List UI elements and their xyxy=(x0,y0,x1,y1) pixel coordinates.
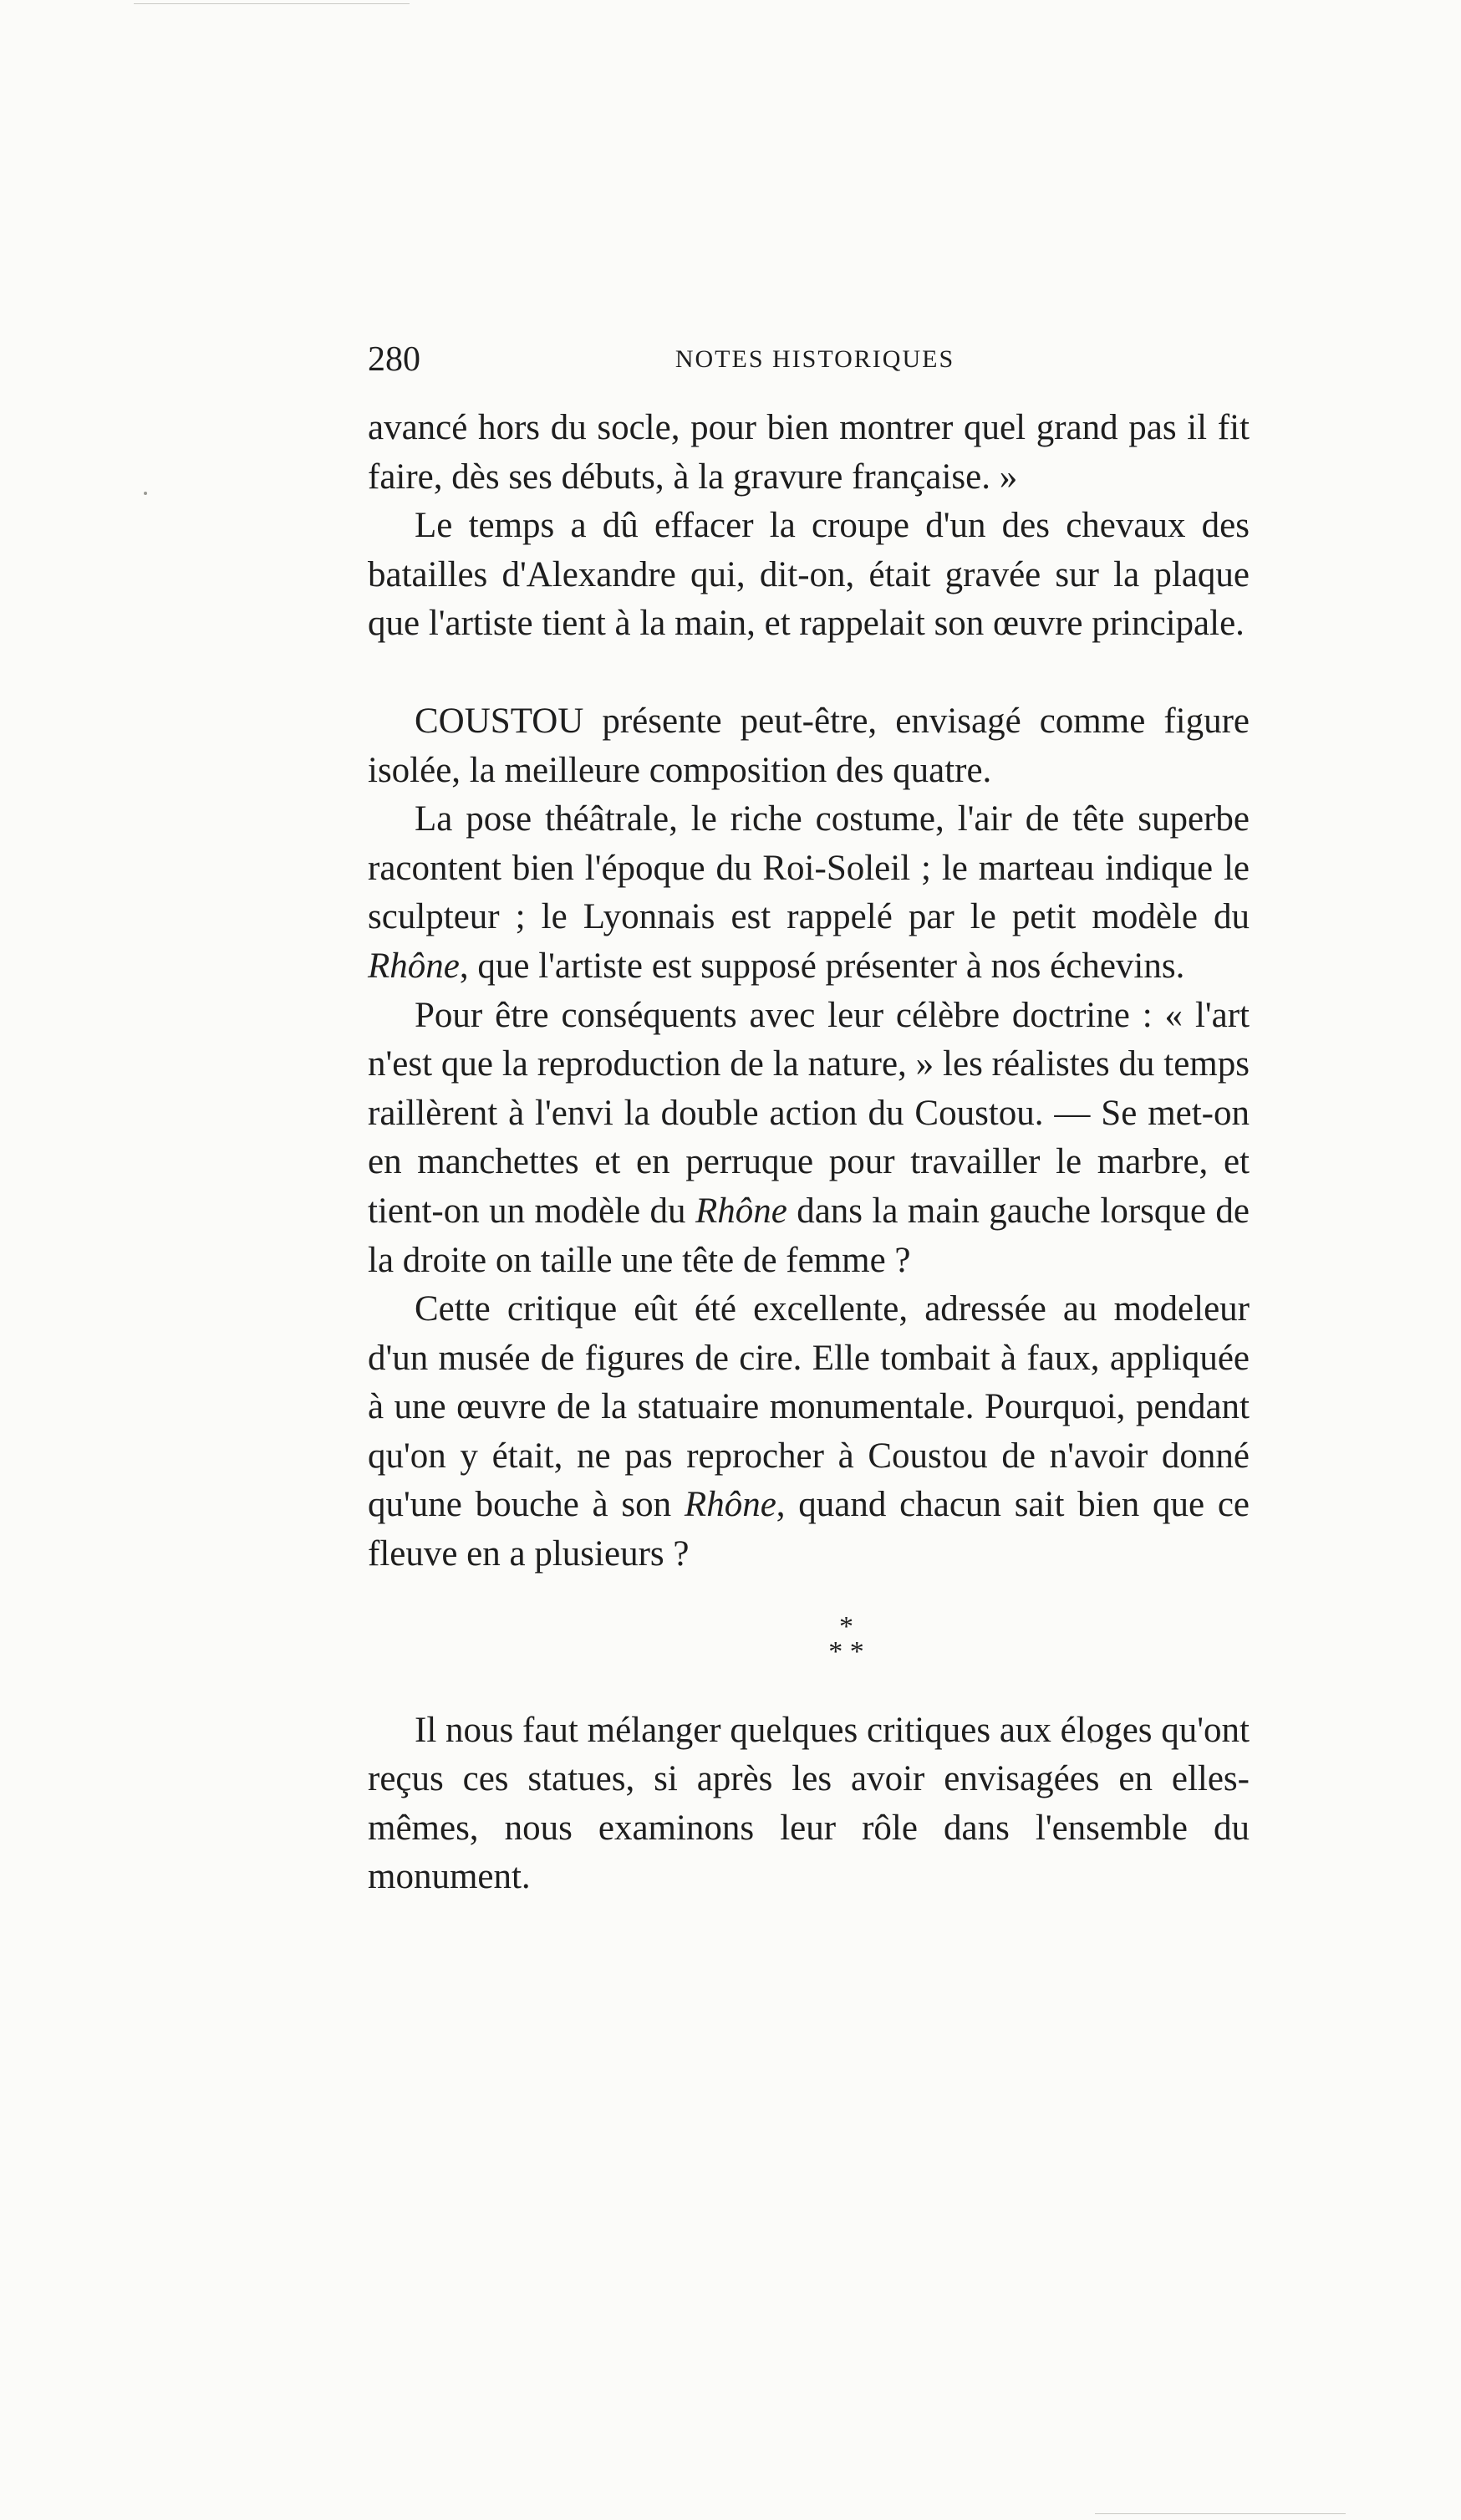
paragraph xyxy=(368,795,1250,991)
paragraph xyxy=(368,992,1250,1286)
italic-term: Rhône xyxy=(684,1485,776,1525)
paragraph-continuation xyxy=(368,404,1250,502)
paragraph-text: , que l'artiste est supposé présenter à nos échevins. xyxy=(459,946,1185,986)
running-head: NOTES HISTORIQUES xyxy=(675,345,955,373)
italic-term: Rhône xyxy=(368,946,460,986)
page-header xyxy=(368,334,1262,385)
paragraph-text: , quand chacun sait bien que ce fleuve en a plusieurs ? xyxy=(368,1485,1250,1574)
paragraph xyxy=(368,1706,1250,1902)
paragraph-coustou xyxy=(368,697,1250,795)
italic-term: Rhône xyxy=(695,1191,787,1231)
page-number: 280 xyxy=(368,340,420,379)
paragraph-text: avancé hors du socle, pour bien montrer quel grand pas il fit faire, dès ses débuts, à la gravure française. » xyxy=(368,408,1250,497)
top-edge-rule xyxy=(134,3,410,4)
paragraph-text: La pose théâtrale, le riche costume, l'air de tête superbe racontent bien l'époque du Roi-Soleil ; le marteau indique le sculpteur ; le Lyonnais est rappelé par le petit modèle du xyxy=(368,799,1250,937)
paragraph xyxy=(368,502,1250,649)
asterism-separator xyxy=(368,1610,1250,1667)
paragraph-text: Le temps a dû effacer la croupe d'un des chevaux des batailles d'Alexandre qui, dit-on, était gravée sur la plaque que l'artiste tient à la main, et rappelait son œuvre principale. xyxy=(368,506,1250,644)
paragraph-text: Pour être conséquents avec leur célèbre doctrine : « l'art n'est que la reproduction de la nature, » les réalistes du temps raillèrent à l'envi la double action du Coustou. — Se met-on en manchettes et en perruque pour travailler le marbre, et tient-on un modèle du xyxy=(368,995,1250,1231)
bottom-edge-rule xyxy=(1095,2513,1346,2514)
paragraph-text: Cette critique eût été excellente, adressée au modeleur d'un musée de figures de cire. Elle tombait à faux, appliquée à une œuvre de la statuaire monumentale. Pourquoi, pendant qu'on y était, ne pas reprocher à Coustou de n'avoir donné qu'une bouche à son xyxy=(368,1289,1250,1525)
asterism-bottom: * * xyxy=(828,1635,864,1667)
paragraph xyxy=(368,1285,1250,1579)
asterism-top: * xyxy=(839,1610,853,1642)
paragraph-text: Il nous faut mélanger quelques critiques aux éloges qu'ont reçus ces statues, si après les avoir envisagées en elles-mêmes, nous examinons leur rôle dans l'ensemble du monument. xyxy=(368,1710,1250,1897)
paragraph-text: COUSTOU présente peut-être, envisagé comme figure isolée, la meilleure composition des quatre. xyxy=(368,701,1250,790)
margin-speck xyxy=(144,492,147,495)
body-text xyxy=(368,404,1250,1902)
paragraph-text: dans la main gauche lorsque de la droite on taille une tête de femme ? xyxy=(368,1191,1250,1280)
